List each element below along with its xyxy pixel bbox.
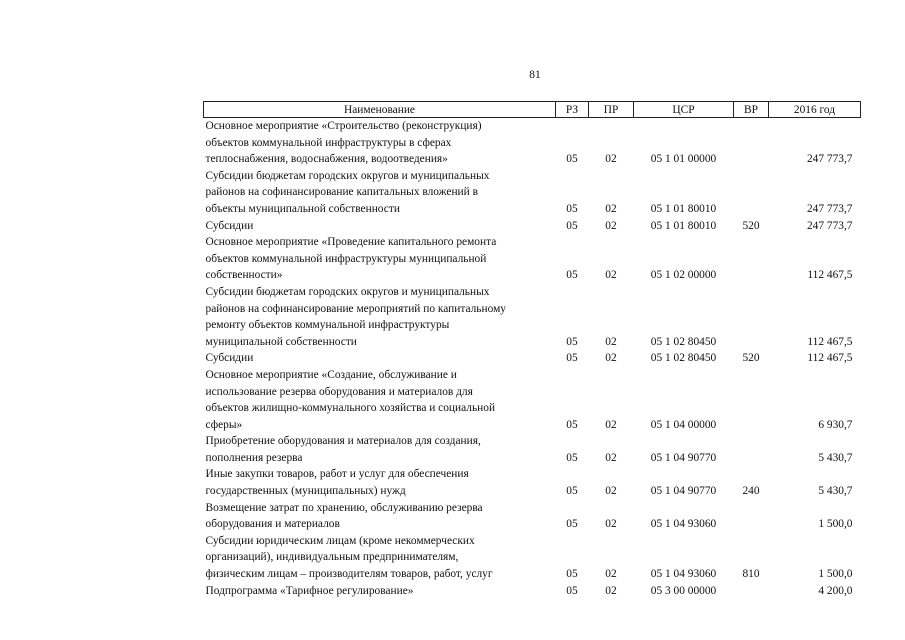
table-row	[204, 500, 861, 533]
row-name	[204, 466, 556, 499]
row-name-line: использование резерва оборудования и материалов для	[205, 385, 473, 398]
row-amount: 6 930,7	[818, 418, 853, 431]
table-row	[204, 533, 861, 583]
row-name-line: сферы»	[205, 418, 243, 431]
table-row	[204, 367, 861, 433]
row-name-line: Основное мероприятие «Проведение капитального ремонта	[205, 236, 497, 249]
row-csr: 05 1 04 90770	[650, 485, 717, 498]
page-number: 81	[529, 69, 541, 81]
table-row	[204, 466, 861, 499]
table-row	[204, 583, 861, 600]
row-name	[204, 234, 556, 284]
row-name-line: собственности»	[205, 269, 283, 282]
row-amount: 112 467,5	[807, 335, 853, 348]
row-pr: 02	[605, 352, 617, 365]
row-rz: 05	[566, 202, 578, 215]
row-vr	[734, 583, 769, 600]
row-name-line: государственных (муниципальных) нужд	[205, 485, 406, 498]
row-name-line: объектов жилищно-коммунального хозяйства и социальной	[205, 402, 496, 415]
row-name-line: теплоснабжения, водоснабжения, водоотведения»	[205, 153, 448, 166]
row-amount: 247 773,7	[806, 219, 853, 232]
row-name-line: объектов коммунальной инфраструктуры муниципальной	[205, 252, 487, 265]
table-row	[204, 234, 861, 284]
row-name-line: Основное мероприятие «Строительство (реконструкция)	[205, 120, 482, 132]
table-row	[204, 218, 861, 235]
row-vr	[734, 168, 769, 218]
row-name-line: Возмещение затрат по хранению, обслуживанию резерва	[205, 501, 483, 514]
row-name	[204, 168, 556, 218]
row-rz: 05	[566, 352, 578, 365]
row-rz: 05	[566, 153, 578, 166]
header-year: 2016 год	[769, 102, 861, 118]
budget-table	[203, 101, 861, 599]
row-vr	[734, 234, 769, 284]
row-amount: 5 430,7	[818, 451, 853, 464]
row-csr: 05 1 02 80450	[650, 352, 717, 365]
header-name: Наименование	[204, 102, 556, 118]
row-name-line: физическим лицам – производителям товаров, работ, услуг	[205, 568, 493, 581]
table-body	[204, 118, 861, 600]
row-pr: 02	[605, 335, 617, 348]
header-vr: ВР	[734, 102, 769, 118]
row-csr: 05 1 02 80450	[650, 335, 717, 348]
row-pr: 02	[605, 153, 617, 166]
row-amount: 112 467,5	[807, 352, 853, 365]
row-vr	[734, 118, 769, 168]
row-rz: 05	[566, 418, 578, 431]
row-rz: 05	[566, 219, 578, 232]
row-pr: 02	[605, 584, 617, 597]
row-name-line: Приобретение оборудования и материалов для создания,	[205, 435, 481, 448]
table-row	[204, 433, 861, 466]
header-rz: РЗ	[556, 102, 589, 118]
row-vr: 520	[742, 352, 760, 365]
row-name-line: Субсидии бюджетам городских округов и муниципальных	[205, 285, 490, 298]
row-rz: 05	[566, 451, 578, 464]
row-rz: 05	[566, 568, 578, 581]
row-name	[204, 284, 556, 350]
row-csr: 05 1 02 00000	[650, 269, 717, 282]
row-vr: 520	[742, 219, 760, 232]
row-amount: 247 773,7	[806, 202, 853, 215]
row-name-line: Подпрограмма «Тарифное регулирование»	[205, 584, 414, 597]
row-csr: 05 1 04 90770	[650, 451, 717, 464]
row-name	[204, 350, 556, 367]
row-name-line: Субсидии юридическим лицам (кроме некоммерческих	[205, 534, 475, 547]
header-pr: ПР	[589, 102, 634, 118]
row-name-line: объекты муниципальной собственности	[205, 202, 400, 215]
table-header	[204, 102, 861, 118]
row-csr: 05 1 01 80010	[650, 219, 717, 232]
row-name-line: оборудования и материалов	[205, 518, 340, 531]
row-csr: 05 1 04 93060	[650, 518, 717, 531]
row-amount: 5 430,7	[818, 485, 853, 498]
row-name	[204, 500, 556, 533]
row-name	[204, 533, 556, 583]
row-pr: 02	[605, 269, 617, 282]
row-rz: 05	[566, 584, 578, 597]
row-name	[204, 433, 556, 466]
row-pr: 02	[605, 418, 617, 431]
header-row	[204, 102, 861, 118]
table-row	[204, 350, 861, 367]
row-csr: 05 1 04 93060	[650, 568, 717, 581]
row-name-line: районов на софинансирование капитальных вложений в	[205, 186, 478, 199]
row-name-line: объектов коммунальной инфраструктуры в сферах	[205, 136, 452, 149]
row-name	[204, 118, 556, 168]
row-vr: 240	[742, 485, 760, 498]
row-csr: 05 1 01 00000	[650, 153, 717, 166]
row-vr	[734, 500, 769, 533]
row-name-line: муниципальной собственности	[205, 335, 357, 348]
row-name	[204, 218, 556, 235]
row-pr: 02	[605, 485, 617, 498]
row-csr: 05 1 01 80010	[650, 202, 717, 215]
row-amount: 1 500,0	[818, 518, 853, 531]
row-amount: 112 467,5	[807, 269, 853, 282]
row-name-line: Основное мероприятие «Создание, обслуживание и	[205, 368, 457, 381]
row-vr	[734, 284, 769, 350]
row-name-line: Субсидии	[205, 219, 254, 232]
row-amount: 4 200,0	[818, 584, 853, 597]
row-name-line: Субсидии	[205, 352, 254, 365]
row-csr: 05 3 00 00000	[650, 584, 717, 597]
row-pr: 02	[605, 518, 617, 531]
row-pr: 02	[605, 202, 617, 215]
row-csr: 05 1 04 00000	[650, 418, 717, 431]
row-rz: 05	[566, 335, 578, 348]
row-name-line: Субсидии бюджетам городских округов и муниципальных	[205, 169, 490, 182]
row-pr: 02	[605, 219, 617, 232]
row-name	[204, 583, 556, 600]
table-row	[204, 118, 861, 168]
row-vr	[734, 433, 769, 466]
row-name-line: районов на софинансирование мероприятий по капитальному	[205, 302, 506, 315]
table-row	[204, 284, 861, 350]
row-name-line: Иные закупки товаров, работ и услуг для обеспечения	[205, 468, 469, 481]
row-amount: 1 500,0	[818, 568, 853, 581]
table-row	[204, 168, 861, 218]
row-rz: 05	[566, 485, 578, 498]
row-name-line: ремонту объектов коммунальной инфраструктуры	[205, 319, 450, 332]
row-vr	[734, 367, 769, 433]
row-name-line: организаций), индивидуальным предпринимателям,	[205, 551, 459, 564]
row-rz: 05	[566, 269, 578, 282]
row-pr: 02	[605, 568, 617, 581]
row-amount: 247 773,7	[806, 153, 853, 166]
header-csr: ЦСР	[634, 102, 734, 118]
row-vr: 810	[742, 568, 760, 581]
row-pr: 02	[605, 451, 617, 464]
row-name-line: пополнения резерва	[205, 451, 303, 464]
row-rz: 05	[566, 518, 578, 531]
row-name	[204, 367, 556, 433]
